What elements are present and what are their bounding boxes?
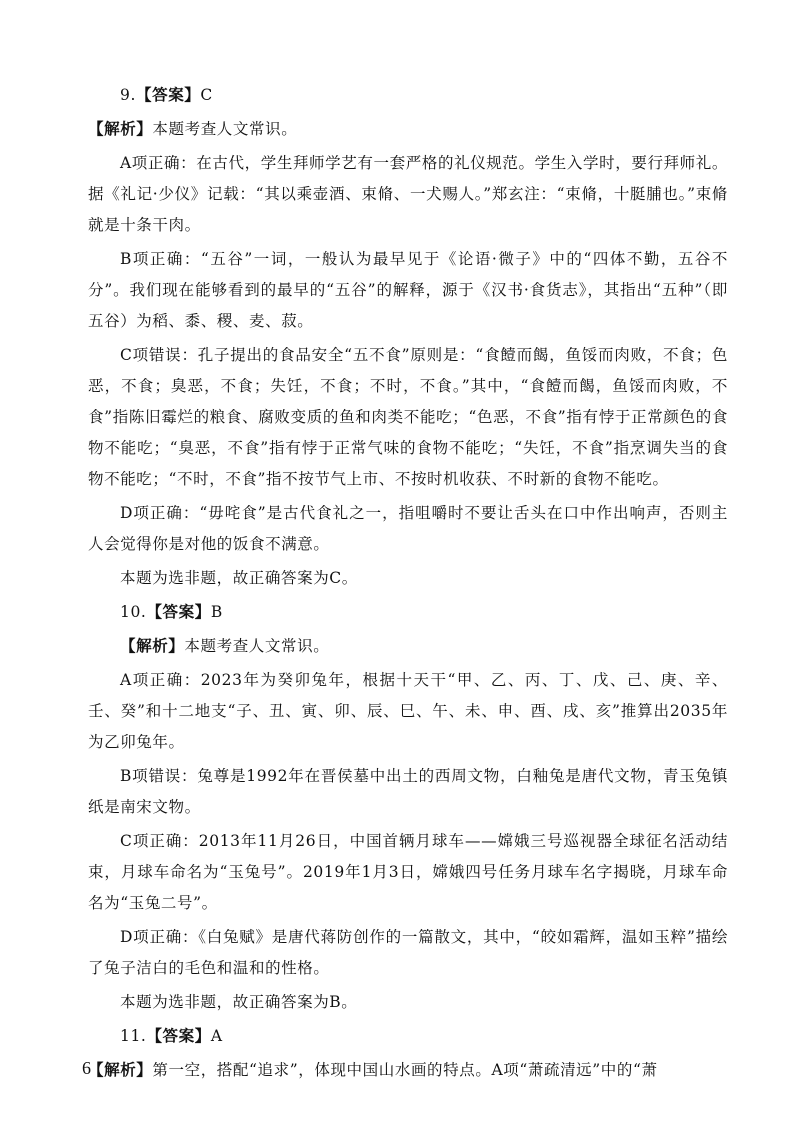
q10-option-a: A项正确：2023年为癸卯兔年，根据十天干“甲、乙、丙、丁、戊、己、庚、辛、壬、癸”和十二地支“子、丑、寅、卯、辰、巳、午、未、申、酉、戌、亥”推算出2035年为乙卯兔年。 [88,671,728,751]
q10-answer-line [88,597,728,628]
q10-conclusion: 本题为选非题，故正确答案为B。 [120,993,358,1011]
q10-option-c: C项正确：2013年11月26日，中国首辆月球车——嫦娥三号巡视器全球征名活动结束，月球车命名为“玉兔号”。2019年1月3日，嫦娥四号任务月球车名字揭晓，月球车命名为“玉兔二号”。 [88,832,728,912]
q9-number: 9. [120,86,136,104]
q9-answer-line [88,80,728,111]
q11-answer-line [88,1021,728,1052]
q11-answer-tag: 【答案】 [146,1027,211,1045]
q9-option-d: D项正确：“毋咤食”是古代食礼之一，指咀嚼时不要让舌头在口中作出响声，否则主人会觉得你是对他的饭食不满意。 [88,504,728,553]
q9-option-a: A项正确：在古代，学生拜师学艺有一套严格的礼仪规范。学生入学时，要行拜师礼。据《礼记·少仪》记载：“其以乘壶酒、束脩、一犬赐人。”郑玄注：“束脩，十脡脯也。”束脩就是十条干肉。 [88,154,728,234]
q10-explain: 本题考查人文常识。 [184,637,330,655]
q9-option-b: B项正确：“五谷”一词，一般认为最早见于《论语·微子》中的“四体不勤，五谷不分”。我们现在能够看到的最早的“五谷”的解释，源于《汉书·食货志》，其指出“五种”（即五谷）为稻、黍、稷、麦、菽。 [88,250,728,330]
q11-explain: 第一空，搭配“追求”，体现中国山水画的特点。A项“萧疏清远”中的“萧 [152,1061,658,1079]
document-body [88,80,728,1089]
q11-explain-tag: 【解析】 [88,1061,153,1079]
q9-answer-tag: 【答案】 [136,86,201,104]
q10-option-b: B项错误：兔尊是1992年在晋侯墓中出土的西周文物，白釉兔是唐代文物，青玉兔镇纸是南宋文物。 [88,767,728,816]
q11-explanation [88,1055,728,1086]
q10-explain-tag: 【解析】 [120,637,185,655]
q10-answer-tag: 【答案】 [146,603,211,621]
q9-explain: 本题考查人文常识。 [152,120,298,138]
q10-explanation-header [88,631,728,662]
q9-explain-tag: 【解析】 [88,120,153,138]
q10-number: 10. [120,603,147,621]
q11-number: 11. [120,1027,147,1045]
page-number: 6 [82,1058,91,1078]
q9-option-c: C项错误：孔子提出的食品安全“五不食”原则是：“食饐而餲，鱼馁而肉败，不食；色恶，不食；臭恶，不食；失饪，不食；不时，不食。”其中，“食饐而餲，鱼馁而肉败，不食”指陈旧霉烂的粮食、腐败变质的鱼和肉类不能吃；“色恶，不食”指有悖于正常颜色的食物不能吃；“臭恶，不食”指有悖于正常气味的食物不能吃；“失饪，不食”指烹调失当的食物不能吃；“不时，不食”指不按节气上市、不按时机收获、不时新的食物不能吃。 [88,346,728,488]
q9-explanation-header [88,114,728,145]
q11-answer: A [210,1027,223,1045]
q10-answer: B [210,603,223,621]
q10-option-d: D项正确：《白兔赋》是唐代蒋防创作的一篇散文，其中，“皎如霜辉，温如玉粹”描绘了兔子洁白的毛色和温和的性格。 [88,928,728,977]
q9-conclusion: 本题为选非题，故正确答案为C。 [120,569,358,587]
q9-answer: C [200,86,213,104]
